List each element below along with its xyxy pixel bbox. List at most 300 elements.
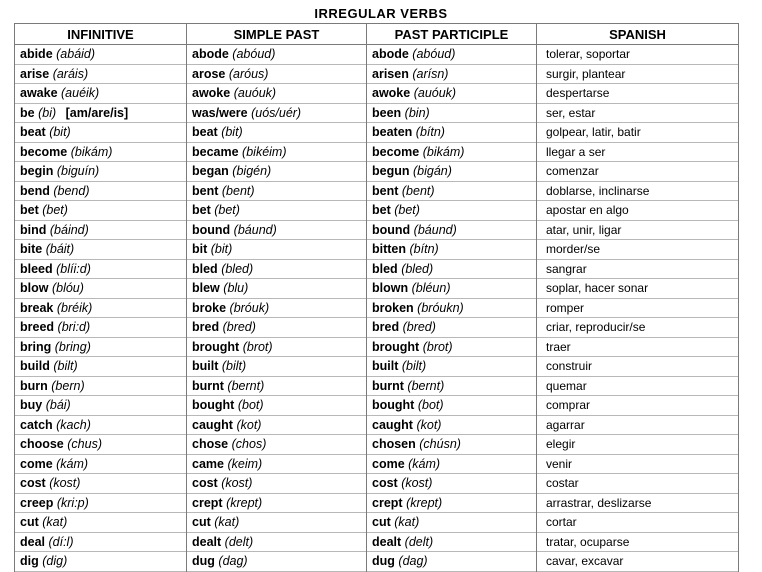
- spanish-cell: agarrar: [537, 415, 739, 435]
- simple-past-cell: [187, 376, 367, 396]
- simple-past-cell: [187, 84, 367, 104]
- pronunciation: (bái): [45, 398, 71, 413]
- pronunciation: (kat): [42, 515, 68, 530]
- infinitive-cell: [15, 376, 187, 396]
- simple-past-cell: [187, 201, 367, 221]
- verb-form: crept: [372, 495, 403, 510]
- verb-form: burnt: [372, 378, 404, 393]
- pronunciation: (blóu): [51, 281, 84, 296]
- verb-form: bring: [20, 339, 52, 354]
- spanish-cell: romper: [537, 298, 739, 318]
- spanish-cell: cavar, excavar: [537, 552, 739, 572]
- pronunciation: (bréik): [56, 300, 93, 315]
- verb-form: chosen: [372, 437, 416, 452]
- simple-past-cell: [187, 279, 367, 299]
- pronunciation: (bi): [38, 105, 57, 120]
- verb-form: cut: [20, 515, 39, 530]
- verb-form: broke: [192, 300, 227, 315]
- infinitive-cell: [15, 298, 187, 318]
- infinitive-cell: [15, 84, 187, 104]
- pronunciation: (kri:p): [56, 495, 89, 510]
- infinitive-cell: [15, 532, 187, 552]
- simple-past-cell: [187, 454, 367, 474]
- verb-form: dig: [20, 554, 39, 569]
- verb-form: cost: [372, 476, 398, 491]
- past-participle-cell: [367, 357, 537, 377]
- spanish-cell: surgir, plantear: [537, 64, 739, 84]
- verb-form: been: [372, 105, 402, 120]
- infinitive-cell: [15, 64, 187, 84]
- spanish-cell: venir: [537, 454, 739, 474]
- verb-form: catch: [20, 417, 53, 432]
- header-infinitive: INFINITIVE: [15, 24, 187, 45]
- header-past-participle: PAST PARTICIPLE: [367, 24, 537, 45]
- pronunciation: (bróuk): [229, 300, 270, 315]
- spanish-cell: sangrar: [537, 259, 739, 279]
- simple-past-cell: [187, 240, 367, 260]
- verbs-table: [14, 23, 739, 572]
- pronunciation: (delt): [224, 534, 254, 549]
- pronunciation: (bléun): [411, 281, 451, 296]
- pronunciation: (bled): [401, 261, 434, 276]
- table-row: [15, 181, 739, 201]
- past-participle-cell: [367, 64, 537, 84]
- past-participle-cell: [367, 454, 537, 474]
- infinitive-cell: [15, 454, 187, 474]
- verb-form: beat: [20, 125, 46, 140]
- past-participle-cell: [367, 181, 537, 201]
- past-participle-cell: [367, 162, 537, 182]
- verb-form: begun: [372, 164, 410, 179]
- verb-form: bent: [372, 183, 399, 198]
- table-row: [15, 337, 739, 357]
- pronunciation: (bernt): [227, 378, 265, 393]
- pronunciation: (abóud): [232, 47, 276, 62]
- page-title: IRREGULAR VERBS: [314, 6, 448, 21]
- simple-past-cell: [187, 318, 367, 338]
- spanish-cell: traer: [537, 337, 739, 357]
- past-participle-cell: [367, 474, 537, 494]
- spanish-cell: ser, estar: [537, 103, 739, 123]
- table-row: [15, 220, 739, 240]
- verb-form: cost: [192, 476, 218, 491]
- verb-form: beaten: [372, 125, 413, 140]
- past-participle-cell: [367, 142, 537, 162]
- past-participle-cell: [367, 396, 537, 416]
- past-participle-cell: [367, 435, 537, 455]
- verb-form: dealt: [372, 534, 402, 549]
- table-row: [15, 162, 739, 182]
- verb-form: brought: [372, 339, 420, 354]
- verb-form: arisen: [372, 66, 409, 81]
- simple-past-cell: [187, 45, 367, 65]
- verb-form: became: [192, 144, 239, 159]
- simple-past-cell: [187, 103, 367, 123]
- header-row: [15, 24, 739, 45]
- past-participle-cell: [367, 279, 537, 299]
- spanish-cell: soplar, hacer sonar: [537, 279, 739, 299]
- table-row: [15, 201, 739, 221]
- verb-form: bit: [192, 242, 208, 257]
- pronunciation: (bot): [237, 398, 264, 413]
- verb-form: bought: [192, 398, 235, 413]
- verb-form: break: [20, 300, 54, 315]
- pronunciation: (báund): [413, 222, 457, 237]
- verb-form: bitten: [372, 242, 407, 257]
- verb-form: burn: [20, 378, 48, 393]
- header-simple-past: SIMPLE PAST: [187, 24, 367, 45]
- pronunciation: (bet): [214, 203, 240, 218]
- pronunciation: (bit): [49, 125, 71, 140]
- past-participle-cell: [367, 513, 537, 533]
- table-row: [15, 279, 739, 299]
- verb-form: bred: [192, 320, 220, 335]
- past-participle-cell: [367, 552, 537, 572]
- infinitive-cell: [15, 396, 187, 416]
- table-row: [15, 532, 739, 552]
- pronunciation: (dig): [42, 554, 68, 569]
- verb-form: bite: [20, 242, 43, 257]
- table-row: [15, 357, 739, 377]
- pronunciation: (bigén): [232, 164, 272, 179]
- verb-form: broken: [372, 300, 414, 315]
- pronunciation: (aráis): [52, 66, 89, 81]
- verb-form: be: [20, 105, 35, 120]
- pronunciation: (bigán): [412, 164, 452, 179]
- verb-form: cut: [192, 515, 211, 530]
- verb-form: blow: [20, 281, 49, 296]
- table-row: [15, 493, 739, 513]
- infinitive-cell: [15, 259, 187, 279]
- verb-form: bet: [20, 203, 39, 218]
- pronunciation: (bin): [404, 105, 430, 120]
- pronunciation: (dí:l): [48, 534, 74, 549]
- verb-form: abide: [20, 47, 53, 62]
- pronunciation: (bit): [210, 242, 233, 257]
- verb-form: dug: [192, 554, 215, 569]
- verb-form: bind: [20, 222, 47, 237]
- table-row: [15, 513, 739, 533]
- spanish-cell: morder/se: [537, 240, 739, 260]
- verb-form: came: [192, 456, 224, 471]
- simple-past-cell: [187, 552, 367, 572]
- table-row: [15, 298, 739, 318]
- pronunciation: (kám): [56, 456, 89, 471]
- past-participle-cell: [367, 376, 537, 396]
- verb-form: built: [372, 359, 399, 374]
- table-row: [15, 552, 739, 572]
- infinitive-cell: [15, 162, 187, 182]
- pronunciation: (báind): [49, 222, 89, 237]
- past-participle-cell: [367, 298, 537, 318]
- verb-form: brought: [192, 339, 240, 354]
- table-row: [15, 474, 739, 494]
- pronunciation: (kach): [56, 417, 91, 432]
- simple-past-cell: [187, 162, 367, 182]
- pronunciation: (kost): [401, 476, 433, 491]
- pronunciation: (bern): [51, 378, 85, 393]
- verb-form: caught: [192, 417, 233, 432]
- verb-form: burnt: [192, 378, 224, 393]
- spanish-cell: tolerar, soportar: [537, 45, 739, 65]
- verb-form: bound: [372, 222, 411, 237]
- spanish-cell: doblarse, inclinarse: [537, 181, 739, 201]
- pronunciation: (bet): [42, 203, 68, 218]
- verb-form: crept: [192, 495, 223, 510]
- table-row: [15, 318, 739, 338]
- pronunciation: (bent): [401, 183, 435, 198]
- simple-past-cell: [187, 142, 367, 162]
- pronunciation: (bled): [221, 261, 254, 276]
- pronunciation: (bítn): [409, 242, 439, 257]
- pronunciation: (krept): [406, 495, 443, 510]
- pronunciation: (krept): [226, 495, 263, 510]
- verb-form: come: [372, 456, 405, 471]
- pronunciation: (keim): [227, 456, 263, 471]
- verb-form: buy: [20, 398, 43, 413]
- simple-past-cell: [187, 415, 367, 435]
- pronunciation: (kám): [408, 456, 441, 471]
- verb-form: blown: [372, 281, 409, 296]
- pronunciation: (báit): [45, 242, 75, 257]
- verb-form: bet: [192, 203, 211, 218]
- verb-form: bled: [372, 261, 398, 276]
- pronunciation: (bilt): [53, 359, 78, 374]
- pronunciation: (chúsn): [419, 437, 461, 452]
- verb-form: bled: [192, 261, 218, 276]
- verb-form: dug: [372, 554, 395, 569]
- verb-form: chose: [192, 437, 229, 452]
- pronunciation: (bikám): [422, 144, 465, 159]
- verb-form: breed: [20, 320, 55, 335]
- infinitive-cell: [15, 318, 187, 338]
- pronunciation: (aróus): [228, 66, 269, 81]
- verb-form: abode: [192, 47, 229, 62]
- past-participle-cell: [367, 220, 537, 240]
- pronunciation: (bent): [221, 183, 255, 198]
- verb-form: bought: [372, 398, 415, 413]
- pronunciation: (bróukn): [417, 300, 464, 315]
- pronunciation: (bend): [53, 183, 90, 198]
- spanish-cell: arrastrar, deslizarse: [537, 493, 739, 513]
- infinitive-cell: [15, 123, 187, 143]
- pronunciation: (bikám): [70, 144, 113, 159]
- table-row: [15, 123, 739, 143]
- spanish-cell: tratar, ocuparse: [537, 532, 739, 552]
- verb-form: become: [372, 144, 420, 159]
- table-row: [15, 396, 739, 416]
- pronunciation: (dag): [218, 554, 248, 569]
- infinitive-cell: [15, 103, 187, 123]
- verb-form: come: [20, 456, 53, 471]
- infinitive-cell: [15, 552, 187, 572]
- spanish-cell: llegar a ser: [537, 142, 739, 162]
- table-row: [15, 103, 739, 123]
- pronunciation: (arísn): [412, 66, 449, 81]
- spanish-cell: construir: [537, 357, 739, 377]
- pronunciation: (bred): [402, 320, 436, 335]
- pronunciation: (brot): [422, 339, 453, 354]
- verb-form: awoke: [192, 86, 231, 101]
- past-participle-cell: [367, 415, 537, 435]
- infinitive-cell: [15, 181, 187, 201]
- pronunciation: (bred): [222, 320, 256, 335]
- verb-form: caught: [372, 417, 413, 432]
- pronunciation: (kot): [416, 417, 442, 432]
- verb-form: creep: [20, 495, 54, 510]
- verb-form: begin: [20, 164, 54, 179]
- pronunciation: (uós/uér): [251, 105, 302, 120]
- verb-form: bound: [192, 222, 231, 237]
- simple-past-cell: [187, 181, 367, 201]
- pronunciation: (biguín): [56, 164, 100, 179]
- pronunciation: (kost): [49, 476, 81, 491]
- pronunciation: (abáid): [56, 47, 96, 62]
- pronunciation: (kot): [236, 417, 262, 432]
- past-participle-cell: [367, 532, 537, 552]
- pronunciation: (kost): [221, 476, 253, 491]
- simple-past-cell: [187, 532, 367, 552]
- verb-form: awake: [20, 86, 58, 101]
- table-row: [15, 64, 739, 84]
- pronunciation: (blu): [223, 281, 249, 296]
- past-participle-cell: [367, 103, 537, 123]
- infinitive-cell: [15, 493, 187, 513]
- verb-form: began: [192, 164, 229, 179]
- pronunciation: (delt): [404, 534, 434, 549]
- pronunciation: (brot): [242, 339, 273, 354]
- table-row: [15, 45, 739, 65]
- pronunciation: (bot): [417, 398, 444, 413]
- pronunciation: (bilt): [401, 359, 427, 374]
- spanish-cell: apostar en algo: [537, 201, 739, 221]
- verb-form: bend: [20, 183, 50, 198]
- verb-form: become: [20, 144, 68, 159]
- infinitive-cell: [15, 357, 187, 377]
- pronunciation: (kat): [214, 515, 240, 530]
- table-row: [15, 142, 739, 162]
- infinitive-cell: [15, 435, 187, 455]
- spanish-cell: quemar: [537, 376, 739, 396]
- simple-past-cell: [187, 435, 367, 455]
- pronunciation: (báund): [233, 222, 277, 237]
- verb-form: deal: [20, 534, 46, 549]
- spanish-cell: comenzar: [537, 162, 739, 182]
- pronunciation: (bernt): [407, 378, 445, 393]
- simple-past-cell: [187, 357, 367, 377]
- verbs-table-body: [15, 45, 739, 572]
- verb-form: build: [20, 359, 50, 374]
- pronunciation: (chus): [67, 437, 102, 452]
- verb-form: arose: [192, 66, 226, 81]
- simple-past-cell: [187, 337, 367, 357]
- simple-past-cell: [187, 123, 367, 143]
- pronunciation: (bet): [394, 203, 420, 218]
- infinitive-cell: [15, 279, 187, 299]
- past-participle-cell: [367, 123, 537, 143]
- spanish-cell: golpear, latir, batir: [537, 123, 739, 143]
- spanish-cell: costar: [537, 474, 739, 494]
- verb-form: beat: [192, 125, 218, 140]
- pronunciation: (bring): [54, 339, 91, 354]
- table-row: [15, 84, 739, 104]
- simple-past-cell: [187, 474, 367, 494]
- infinitive-cell: [15, 142, 187, 162]
- table-row: [15, 259, 739, 279]
- header-spanish: SPANISH: [537, 24, 739, 45]
- simple-past-cell: [187, 220, 367, 240]
- pronunciation: (kat): [394, 515, 420, 530]
- infinitive-cell: [15, 240, 187, 260]
- verb-form: choose: [20, 437, 64, 452]
- past-participle-cell: [367, 201, 537, 221]
- verb-forms-extra: [am/are/is]: [65, 105, 129, 120]
- table-row: [15, 435, 739, 455]
- pronunciation: (bítn): [415, 125, 445, 140]
- pronunciation: (bikéim): [242, 144, 287, 159]
- verb-form: bent: [192, 183, 219, 198]
- past-participle-cell: [367, 240, 537, 260]
- spanish-cell: comprar: [537, 396, 739, 416]
- past-participle-cell: [367, 259, 537, 279]
- table-row: [15, 240, 739, 260]
- table-row: [15, 454, 739, 474]
- spanish-cell: elegir: [537, 435, 739, 455]
- verb-form: was/were: [192, 105, 248, 120]
- spanish-cell: despertarse: [537, 84, 739, 104]
- pronunciation: (auéik): [61, 86, 100, 101]
- pronunciation: (bri:d): [57, 320, 91, 335]
- infinitive-cell: [15, 45, 187, 65]
- pronunciation: (dag): [398, 554, 428, 569]
- past-participle-cell: [367, 318, 537, 338]
- infinitive-cell: [15, 474, 187, 494]
- simple-past-cell: [187, 493, 367, 513]
- table-row: [15, 415, 739, 435]
- past-participle-cell: [367, 337, 537, 357]
- spanish-cell: criar, reproducir/se: [537, 318, 739, 338]
- spanish-cell: cortar: [537, 513, 739, 533]
- simple-past-cell: [187, 298, 367, 318]
- verb-form: blew: [192, 281, 220, 296]
- verb-form: awoke: [372, 86, 411, 101]
- infinitive-cell: [15, 220, 187, 240]
- pronunciation: (bilt): [221, 359, 247, 374]
- verb-form: bet: [372, 203, 391, 218]
- past-participle-cell: [367, 45, 537, 65]
- infinitive-cell: [15, 201, 187, 221]
- pronunciation: (blíi:d): [56, 261, 91, 276]
- pronunciation: (chos): [231, 437, 267, 452]
- simple-past-cell: [187, 259, 367, 279]
- verb-form: cost: [20, 476, 46, 491]
- verb-form: built: [192, 359, 219, 374]
- spanish-cell: atar, unir, ligar: [537, 220, 739, 240]
- pronunciation: (bit): [221, 125, 243, 140]
- simple-past-cell: [187, 64, 367, 84]
- verb-form: dealt: [192, 534, 222, 549]
- verb-form: bred: [372, 320, 400, 335]
- past-participle-cell: [367, 84, 537, 104]
- verb-form: bleed: [20, 261, 53, 276]
- pronunciation: (auóuk): [413, 86, 457, 101]
- pronunciation: (auóuk): [233, 86, 277, 101]
- infinitive-cell: [15, 337, 187, 357]
- past-participle-cell: [367, 493, 537, 513]
- verb-form: cut: [372, 515, 391, 530]
- verb-form: abode: [372, 47, 409, 62]
- infinitive-cell: [15, 415, 187, 435]
